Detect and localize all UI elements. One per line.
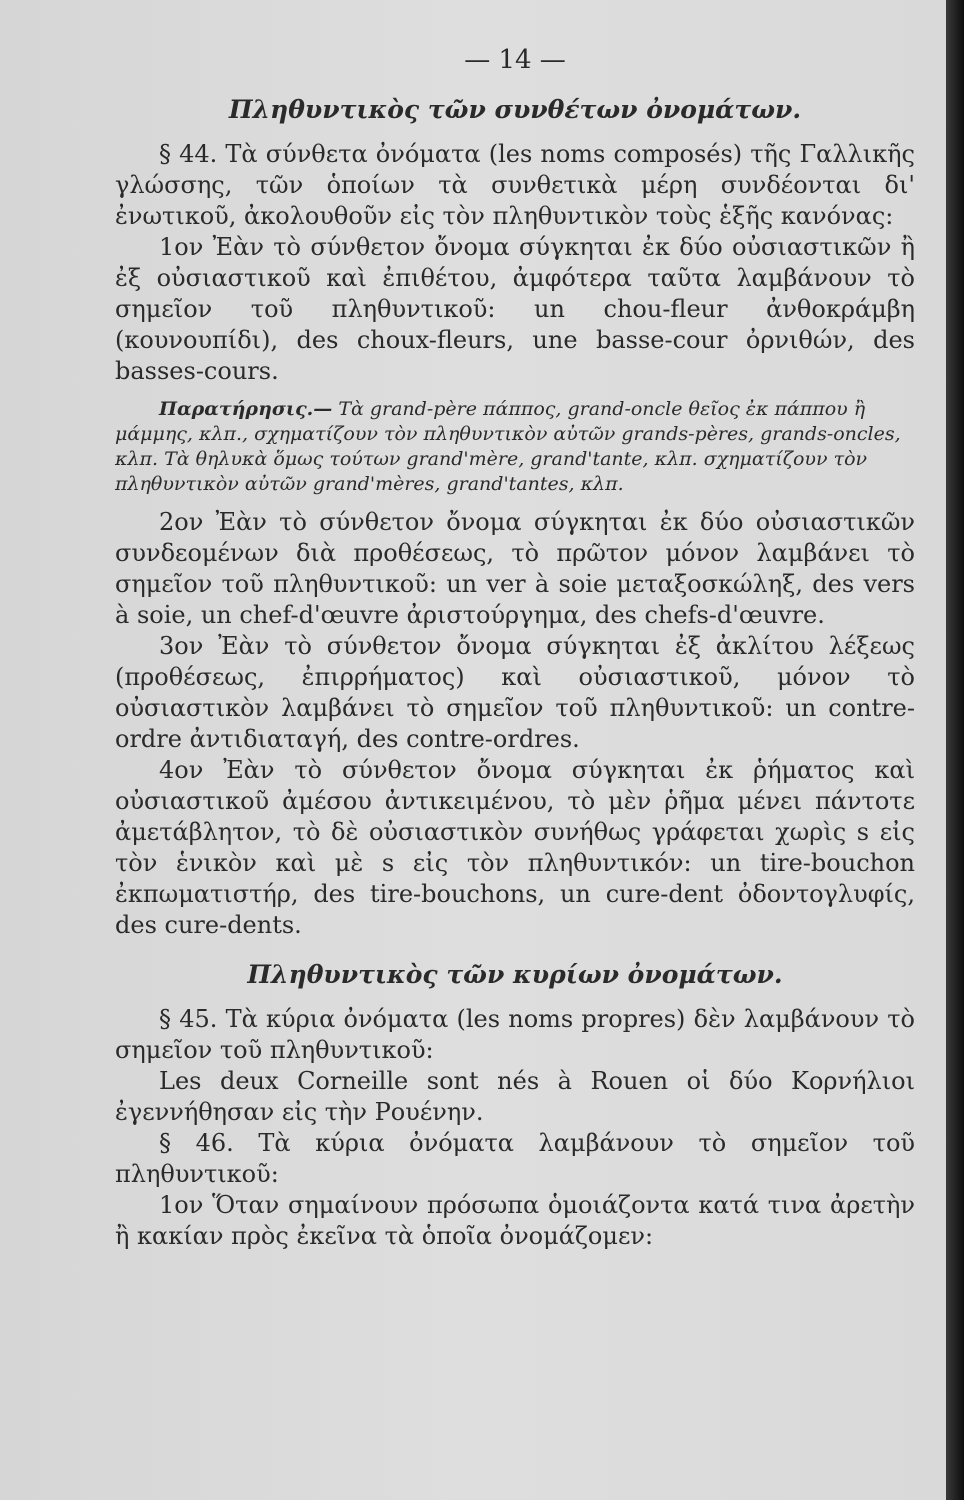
paragraph-45: § 45. Τὰ κύρια ὀνόματα (les noms propres) δὲν λαμβάνουν τὸ σημεῖον τοῦ πληθυντικοῦ: (115, 1005, 915, 1064)
section-heading-proper-nouns: Πληθυντικὸς τῶν κυρίων ὀνομάτων. (247, 960, 783, 989)
rule-46-1: 1ον Ὅταν σημαίνουν πρόσωπα ὁμοιάζοντα κατά τινα ἀρετὴν ἢ κακίαν πρὸς ἐκεῖνα τὰ ὁποῖα ὀνομάζομεν: (115, 1191, 915, 1250)
page-text (115, 45, 915, 1252)
remark (115, 397, 915, 497)
remark-label: Παρατήρησις.— (159, 398, 333, 420)
rule-3: 3ον Ἐὰν τὸ σύνθετον ὄνομα σύγκηται ἐξ ἀκλίτου λέξεως (προθέσεως, ἐπιρρήματος) καὶ οὐσιαστικοῦ, μόνον τὸ οὐσιαστικὸν λαμβάνει τὸ σημεῖον τοῦ πληθυντικοῦ: un contre-ordre ἀντιδιαταγή, des contre-ordres. (115, 632, 915, 753)
rule-4: 4ον Ἐὰν τὸ σύνθετον ὄνομα σύγκηται ἐκ ῥήματος καὶ οὐσιαστικοῦ ἀμέσου ἀντικειμένου, τὸ μὲν ῥῆμα μένει πάντοτε ἀμετάβλητον, τὸ δὲ οὐσιαστικὸν συνήθως γράφεται χωρὶς s εἰς τὸν ἑνικὸν καὶ μὲ s εἰς τὸν πληθυντικόν: un tire-bouchon ἐκπωματιστήρ, des tire-bouchons, un cure-dent ὀδοντογλυφίς, des cure-dents. (115, 756, 915, 939)
rule-1: 1ον Ἐὰν τὸ σύνθετον ὄνομα σύγκηται ἐκ δύο οὐσιαστικῶν ἢ ἐξ οὐσιαστικοῦ καὶ ἐπιθέτου, ἀμφότερα ταῦτα λαμβάνουν τὸ σημεῖον τοῦ πληθυντικοῦ: un chou-fleur ἀνθοκράμβη (κουνουπίδι), des choux-fleurs, une basse-cour ὀρνιθών, des basses-cours. (115, 233, 915, 385)
section-heading-compound-nouns: Πληθυντικὸς τῶν συνθέτων ὀνομάτων. (228, 95, 802, 124)
page-edge-shadow (946, 0, 964, 1500)
paragraph-44: § 44. Τὰ σύνθετα ὀνόματα (les noms composés) τῆς Γαλλικῆς γλώσσης, τῶν ὁποίων τὰ συνθετικὰ μέρη συνδέονται δι' ἐνωτικοῦ, ἀκολουθοῦν εἰς τὸν πληθυντικὸν τοὺς ἑξῆς κανόνας: (115, 140, 915, 230)
remark-text: Τὰ grand-père πάππος, grand-oncle θεῖος ἐκ πάππου ἢ μάμμης, κλπ., σχηματίζουν τὸν πληθυντικὸν αὐτῶν grands-pères, grands-oncles, κλπ. Τὰ θηλυκὰ ὅμως τούτων grand'mère, grand'tante, κλπ. σχηματίζουν τὸν πληθυντικὸν αὐτῶν grand'mères, grand'tantes, κλπ. (115, 398, 901, 495)
rule-2: 2ον Ἐὰν τὸ σύνθετον ὄνομα σύγκηται ἐκ δύο οὐσιαστικῶν συνδεομένων διὰ προθέσεως, τὸ πρῶτον μόνον λαμβάνει τὸ σημεῖον τοῦ πληθυντικοῦ: un ver à soie μεταξοσκώληξ, des vers à soie, un chef-d'œuvre ἀριστούργημα, des chefs-d'œuvre. (115, 508, 915, 629)
example-45: Les deux Corneille sont nés à Rouen οἱ δύο Κορνήλιοι ἐγεννήθησαν εἰς τὴν Ρουένην. (115, 1067, 915, 1126)
paragraph-46: § 46. Τὰ κύρια ὀνόματα λαμβάνουν τὸ σημεῖον τοῦ πληθυντικοῦ: (115, 1129, 915, 1188)
page-number: — 14 — (464, 45, 566, 75)
